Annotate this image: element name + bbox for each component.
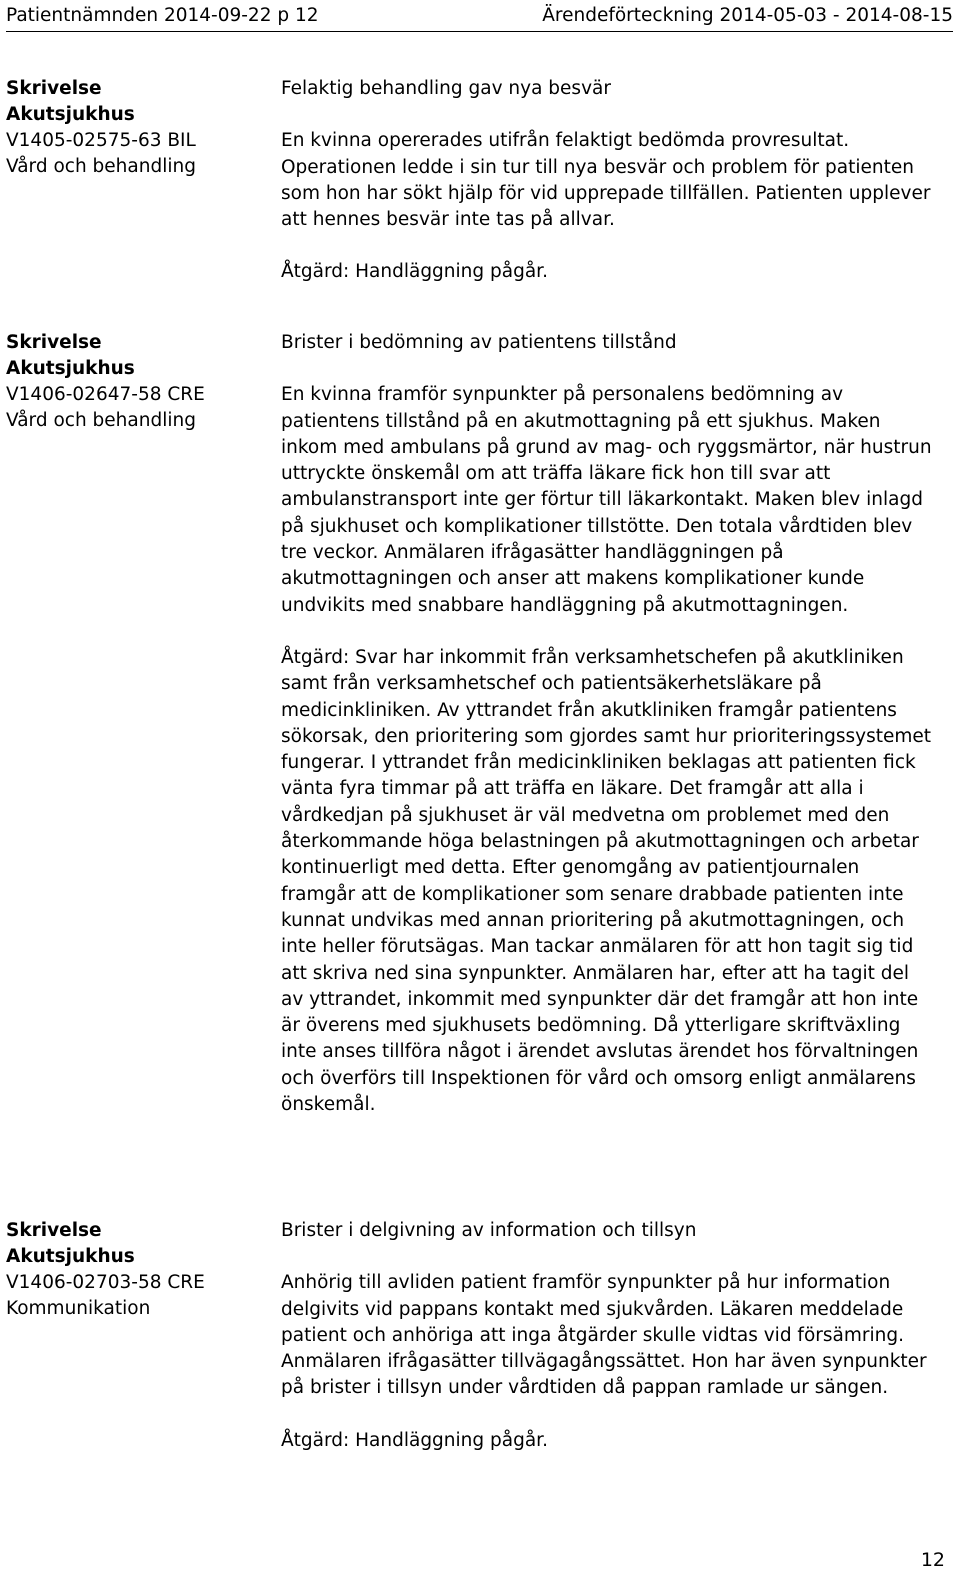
header-list-period: Ärendeförteckning 2014-05-03 - 2014-08-15 <box>542 5 953 26</box>
case-unit: Akutsjukhus <box>6 358 135 379</box>
case-meta <box>6 76 271 180</box>
case-category: Kommunikation <box>6 1298 151 1319</box>
case-meta <box>6 330 271 434</box>
case-title: Brister i delgivning av information och tillsyn <box>281 1220 697 1241</box>
case-type: Skrivelse <box>6 332 102 353</box>
case-description: Anhörig till avliden patient framför synpunkter på hur information delgivits vid pappans kontakt med sjukvården. Läkaren meddelade patient och anhöriga att inga åtgärder skulle vidtas vid försämring. Anmälaren ifrågasätter tillvägagångssättet. Hon har även synpunkter på brister i tillsyn under vårdtiden då pappan ramlade ur sängen. <box>281 1272 927 1399</box>
header-committee-date: Patientnämnden 2014-09-22 p 12 <box>6 5 319 26</box>
case-type: Skrivelse <box>6 1220 102 1241</box>
case-content <box>281 76 933 286</box>
case-id: V1405-02575-63 BIL <box>6 130 196 151</box>
case-content <box>281 1218 933 1454</box>
case-title: Brister i bedömning av patientens tillstånd <box>281 332 677 353</box>
case-title: Felaktig behandling gav nya besvär <box>281 78 611 99</box>
page-header <box>6 0 953 32</box>
case-description: En kvinna framför synpunkter på personalens bedömning av patientens tillstånd på en akutmottagning på ett sjukhus. Maken inkom med ambulans på grund av mag- och ryggsmärtor, när hustrun uttryckte önskemål om att träffa läkare fick hon till svar att ambulanstransport inte ger förtur till läkarkontakt. Maken blev inlagd på sjukhuset och komplikationer tillstötte. Den totala vårdtiden blev tre veckor. Anmälaren ifrågasätter handläggningen på akutmottagningen och anser att makens komplikationer kunde undvikits med snabbare handläggning på akutmottagningen. <box>281 384 932 616</box>
case-meta <box>6 1218 271 1322</box>
case-action: Åtgärd: Svar har inkommit från verksamhetschefen på akutkliniken samt från verksamhetschef och patientsäkerhetsläkare på medicinkliniken. Av yttrandet från akutkliniken framgår patientens sökorsak, den prioritering som gjordes samt hur prioriteringssystemet fungerar. I yttrandet från medicinkliniken beklagas att patienten fick vänta fyra timmar på att träffa en läkare. Det framgår att alla i vårdkedjan på sjukhuset är väl medvetna om problemet med den återkommande höga belastningen på akutmottagningen och arbetar kontinuerligt med detta. Efter genomgång av patientjournalen framgår att de komplikationer som senare drabbade patienten inte kunnat undvikas med annan prioritering på akutmottagningen, och inte heller förutsägas. Man tackar anmälaren för att hon tagit sig tid att skriva ned sina synpunkter. Anmälaren har, efter att ha tagit del av yttrandet, inkommit med synpunkter där det framgår att hon inte är överens med sjukhusets bedömning. Då ytterligare skriftväxling inte anses tillföra något i ärendet avslutas ärendet hos förvaltningen och överförs till Inspektionen för vård och omsorg enligt anmälarens önskemål. <box>281 646 932 1116</box>
case-description: En kvinna opererades utifrån felaktigt bedömda provresultat. Operationen ledde i sin tur till nya besvär och problem för patienten som hon har sökt hjälp för vid upprepade tillfällen. Patienten upplever att hennes besvär inte tas på allvar. <box>281 130 931 231</box>
case-content <box>281 330 933 1118</box>
page-number: 12 <box>920 1549 945 1571</box>
case-action: Åtgärd: Handläggning pågår. <box>281 1429 548 1451</box>
case-id: V1406-02647-58 CRE <box>6 384 205 405</box>
case-id: V1406-02703-58 CRE <box>6 1272 205 1293</box>
case-action: Åtgärd: Handläggning pågår. <box>281 261 548 283</box>
case-unit: Akutsjukhus <box>6 1246 135 1267</box>
case-category: Vård och behandling <box>6 156 196 177</box>
case-unit: Akutsjukhus <box>6 104 135 125</box>
case-type: Skrivelse <box>6 78 102 99</box>
case-category: Vård och behandling <box>6 410 196 431</box>
